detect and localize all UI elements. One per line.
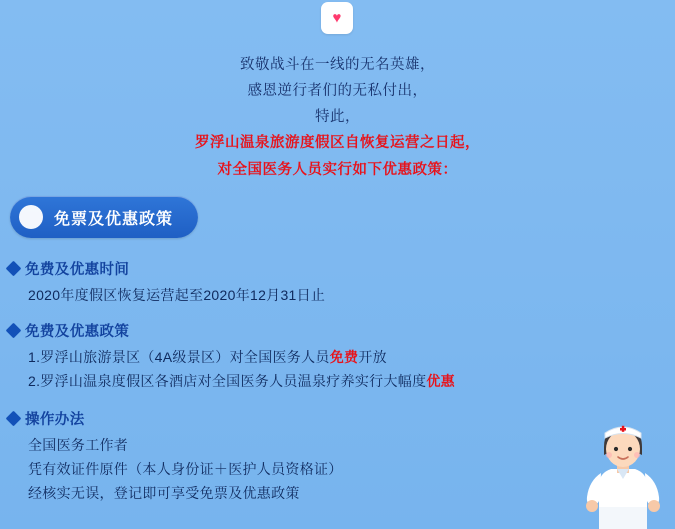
section-title: 操作办法	[25, 412, 85, 428]
section-header	[8, 320, 668, 341]
heart-badge	[321, 2, 353, 34]
row-prefix: 1.罗浮山旅游景区（4A级景区）对全国医务人员	[28, 349, 330, 365]
policy-banner	[10, 196, 198, 238]
section-row	[28, 369, 668, 393]
diamond-icon	[6, 411, 22, 427]
section-row: 2020年度假区恢复运营起至2020年12月31日止	[28, 287, 326, 303]
row-emphasis: 优惠	[426, 373, 455, 389]
section-free-policy	[8, 320, 668, 393]
intro-text-block	[0, 52, 675, 184]
section-body	[8, 433, 668, 505]
section-row: 全国医务工作者	[28, 437, 129, 453]
section-free-time	[8, 258, 668, 307]
section-body	[8, 345, 668, 393]
intro-highlight-2: 对全国医务人员实行如下优惠政策：	[217, 162, 458, 178]
banner-circle-icon	[19, 205, 43, 229]
section-body	[8, 283, 668, 307]
row-suffix: 开放	[358, 349, 387, 365]
intro-highlight-1: 罗浮山温泉旅游度假区自恢复运营之日起，	[195, 135, 480, 151]
intro-line-2: 感恩逆行者们的无私付出，	[247, 83, 428, 99]
section-row: 经核实无误，登记即可享受免票及优惠政策	[28, 485, 300, 501]
diamond-icon	[6, 261, 22, 277]
section-operation	[8, 408, 668, 505]
diamond-icon	[6, 323, 22, 339]
intro-line-1: 致敬战斗在一线的无名英雄，	[240, 57, 435, 73]
heart-icon: ♥	[332, 9, 342, 27]
section-header	[8, 258, 668, 279]
banner-label: 免票及优惠政策	[54, 211, 174, 228]
nurse-illustration	[577, 411, 669, 529]
section-row: 凭有效证件原件（本人身份证＋医护人员资格证）	[28, 461, 343, 477]
intro-line-3: 特此，	[315, 109, 360, 125]
section-row	[28, 345, 668, 369]
row-prefix: 2.罗浮山温泉度假区各酒店对全国医务人员温泉疗养实行大幅度	[28, 373, 427, 389]
section-header	[8, 408, 668, 429]
row-emphasis: 免费	[329, 349, 359, 365]
section-title: 免费及优惠政策	[25, 324, 130, 340]
section-title: 免费及优惠时间	[25, 262, 130, 278]
